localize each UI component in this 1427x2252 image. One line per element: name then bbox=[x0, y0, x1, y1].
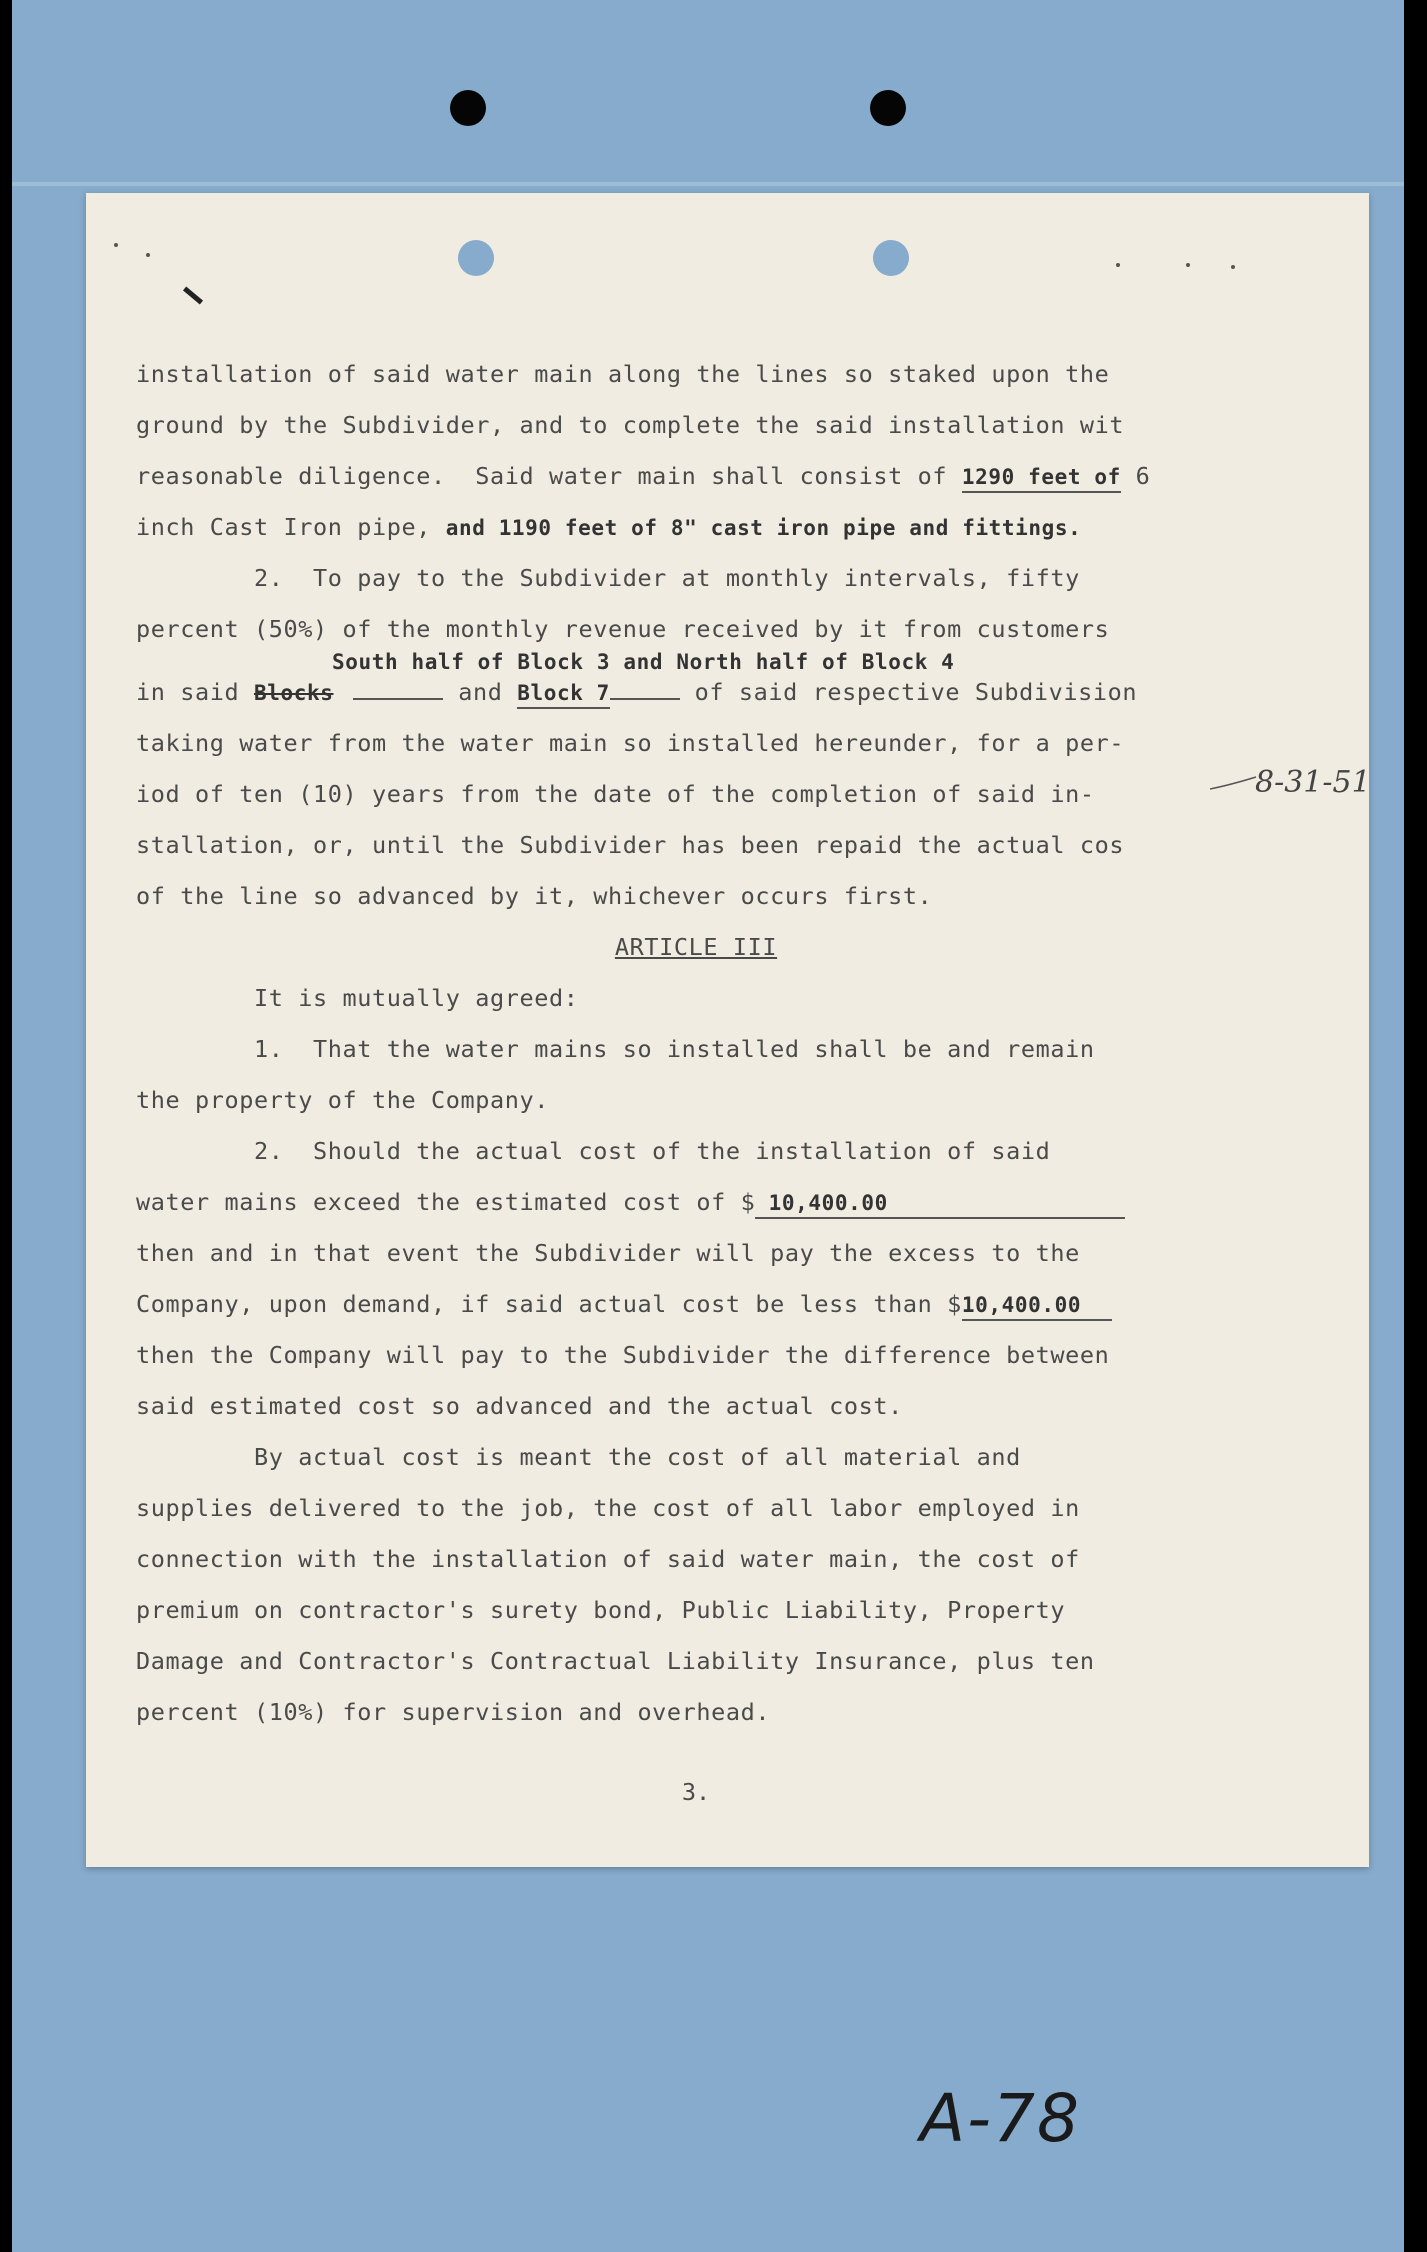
text-line bbox=[136, 678, 1137, 706]
text-segment: inch Cast Iron pipe, bbox=[136, 513, 446, 541]
text-line: then the Company will pay to the Subdivider the difference between bbox=[136, 1341, 1110, 1369]
text-line: iod of ten (10) years from the date of the completion of said in- bbox=[136, 780, 1095, 808]
binder-hole-right bbox=[870, 90, 906, 126]
text-line: 2. Should the actual cost of the installation of said bbox=[136, 1137, 1051, 1165]
text-line: taking water from the water main so installed hereunder, for a per- bbox=[136, 729, 1125, 757]
typed-insertion: South half of Block 3 and North half of Block 4 bbox=[332, 650, 955, 674]
margin-note-date: 8-31-51 bbox=[1255, 765, 1371, 800]
text-line: said estimated cost so advanced and the actual cost. bbox=[136, 1392, 903, 1420]
page-number: 3. bbox=[681, 1778, 711, 1806]
text-line: connection with the installation of said water main, the cost of bbox=[136, 1545, 1080, 1573]
text-line: supplies delivered to the job, the cost of all labor employed in bbox=[136, 1494, 1080, 1522]
speck bbox=[1186, 263, 1190, 267]
text-segment: reasonable diligence. Said water main shall consist of bbox=[136, 462, 962, 490]
text-line bbox=[136, 513, 1081, 541]
speck bbox=[146, 253, 150, 257]
speck bbox=[1231, 265, 1235, 269]
filled-blank: 1290 feet of bbox=[962, 465, 1121, 493]
ink-mark bbox=[183, 287, 203, 305]
text-segment: water mains exceed the estimated cost of $ bbox=[136, 1188, 756, 1216]
text-line: Damage and Contractor's Contractual Liability Insurance, plus ten bbox=[136, 1647, 1095, 1675]
filled-insert: and 1190 feet of 8" cast iron pipe and fittings. bbox=[445, 516, 1082, 540]
text-segment: and bbox=[443, 678, 518, 706]
text-line: of the line so advanced by it, whichever occurs first. bbox=[136, 882, 933, 910]
text-line: It is mutually agreed: bbox=[136, 984, 579, 1012]
text-segment: Company, upon demand, if said actual cost be less than $ bbox=[136, 1290, 962, 1318]
text-line: 1. That the water mains so installed shall be and remain bbox=[136, 1035, 1095, 1063]
text-line: By actual cost is meant the cost of all material and bbox=[136, 1443, 1021, 1471]
blank-line bbox=[610, 697, 680, 700]
text-segment: 6 bbox=[1120, 462, 1151, 490]
paper-punch-hole-right bbox=[873, 240, 909, 276]
text-line: premium on contractor's surety bond, Public Liability, Property bbox=[136, 1596, 1066, 1624]
text-line: stallation, or, until the Subdivider has been repaid the actual cos bbox=[136, 831, 1125, 859]
text-line: installation of said water main along the lines so staked upon the bbox=[136, 360, 1110, 388]
blank-line bbox=[353, 697, 443, 700]
filled-blank: 10,400.00 bbox=[755, 1191, 1125, 1219]
exhibit-label: A-78 bbox=[920, 2080, 1081, 2157]
struck-text: Blocks bbox=[254, 681, 334, 705]
text-segment: of said respective Subdivision bbox=[679, 678, 1138, 706]
article-heading: ARTICLE III bbox=[614, 933, 778, 961]
text-line: 2. To pay to the Subdivider at monthly intervals, fifty bbox=[136, 564, 1080, 592]
folder-fold-edge bbox=[12, 182, 1404, 186]
text-line: percent (10%) for supervision and overhead. bbox=[136, 1698, 771, 1726]
speck bbox=[114, 243, 118, 247]
filled-blank: 10,400.00 bbox=[962, 1293, 1112, 1321]
text-line: ground by the Subdivider, and to complete the said installation wit bbox=[136, 411, 1125, 439]
speck bbox=[1116, 263, 1120, 267]
text-line bbox=[136, 1188, 1125, 1219]
text-line: then and in that event the Subdivider will pay the excess to the bbox=[136, 1239, 1080, 1267]
text-segment: in said bbox=[136, 678, 254, 706]
text-line: percent (50%) of the monthly revenue received by it from customers bbox=[136, 615, 1110, 643]
filled-blank: Block 7 bbox=[517, 681, 610, 709]
paper-punch-hole-left bbox=[458, 240, 494, 276]
text-line bbox=[136, 1290, 1112, 1321]
text-line bbox=[136, 462, 1150, 490]
text-line: the property of the Company. bbox=[136, 1086, 549, 1114]
binder-hole-left bbox=[450, 90, 486, 126]
margin-note-leader bbox=[1210, 775, 1260, 795]
